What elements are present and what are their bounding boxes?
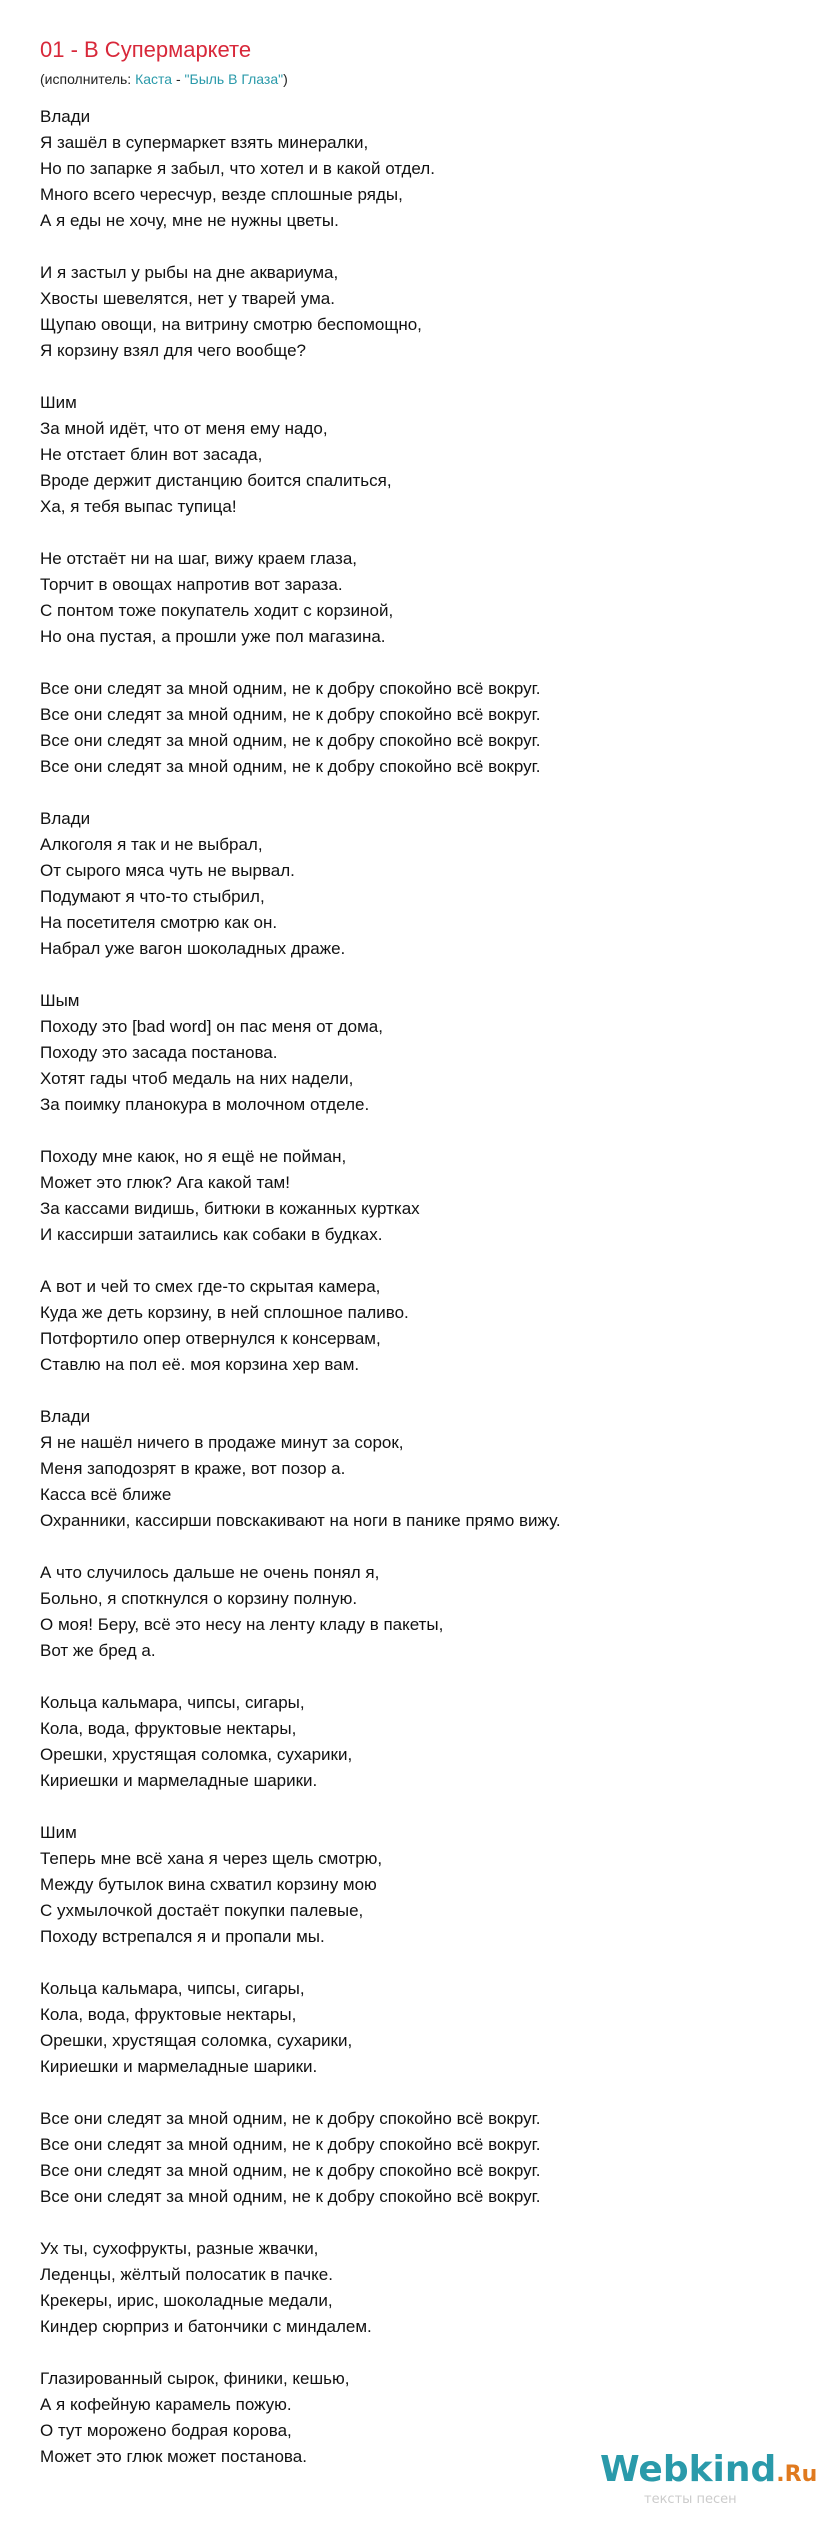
performer-suffix: ) bbox=[283, 71, 288, 87]
lyrics-text: Влади Я зашёл в супермаркет взять минералки, Но по запарке я забыл, что хотел и в какой отдел. Много всего чересчур, везде сплошные ряды, А я еды не хочу, мне не нужны цветы. И я застыл у рыбы на дне аквариума, Хвосты шевелятся, нет у тварей ума. Щупаю овощи, на витрину смотрю беспомощно, Я корзину взял для чего вообще? Шим За мной идёт, что от меня ему надо, Не отстает блин вот засада, Вроде держит дистанцию боится спалиться, Ха, я тебя выпас тупица! Не отстаёт ни на шаг, вижу краем глаза, Торчит в овощах напротив вот зараза. С понтом тоже покупатель ходит с корзиной, Но она пустая, а прошли уже пол магазина. Все они следят за мной одним, не к добру спокойно всё вокруг. Все они следят за мной одним, не к добру спокойно всё вокруг. Все они следят за мной одним, не к добру спокойно всё вокруг. Все они следят за мной одним, не к добру спокойно всё вокруг. Влади Алкоголя я так и не выбрал, От сырого мяса чуть не вырвал. Подумают я что-то стыбрил, На посетителя смотрю как он. Набрал уже вагон шоколадных драже. Шым Походу это [bad word] он пас меня от дома, Походу это засада постанова. Хотят гады чтоб медаль на них надели, За поимку планокура в молочном отделе. Походу мне каюк, но я ещё не пойман, Может это глюк? Ага какой там! За кассами видишь, битюки в кожанных куртках И кассирши затаились как собаки в будках. А вот и чей то смех где-то скрытая камера, Куда же деть корзину, в ней сплошное паливо. Потфортило опер отвернулся к консервам, Ставлю на пол её. моя корзина хер вам. Влади Я не нашёл ничего в продаже минут за сорок, Меня заподозрят в краже, вот позор а. Касса всё ближе Охранники, кассирши повскакивают на ноги в панике прямо вижу. А что случилось дальше не очень понял я, Больно, я споткнулся о корзину полную. О моя! Беру, всё это несу на ленту кладу в пакеты, Вот же бред а. Кольца кальмара, чипсы, сигары, Кола, вода, фруктовые нектары, Орешки, хрустящая соломка, сухарики, Кириешки и мармеладные шарики. Шим Теперь мне всё хана я через щель смотрю, Между бутылок вина схватил корзину мою С ухмылочкой достаёт покупки палевые, Походу встрепался я и пропали мы. Кольца кальмара, чипсы, сигары, Кола, вода, фруктовые нектары, Орешки, хрустящая соломка, сухарики, Кириешки и мармеладные шарики. Все они следят за мной одним, не к добру спокойно всё вокруг. Все они следят за мной одним, не к добру спокойно всё вокруг. Все они следят за мной одним, не к добру спокойно всё вокруг. Все они следят за мной одним, не к добру спокойно всё вокруг. Ух ты, сухофрукты, разные жвачки, Леденцы, жёлтый полосатик в пачке. Крекеры, ирис, шоколадные медали, Киндер сюрприз и батончики с миндалем. Глазированный сырок, финики, кешью, А я кофейную карамель пожую. О тут морожено бодрая корова, Может это глюк может постанова. bbox=[40, 107, 561, 2466]
site-logo-text bbox=[600, 2448, 817, 2497]
site-logo-domain: .Ru bbox=[776, 2462, 817, 2487]
performer-line bbox=[40, 70, 288, 88]
performer-prefix: (исполнитель: bbox=[40, 71, 136, 87]
artist-link[interactable]: Каста bbox=[135, 71, 173, 87]
album-link[interactable]: "Быль В Глаза" bbox=[184, 71, 284, 87]
site-logo-name: Webkind bbox=[600, 2449, 777, 2490]
song-title: 01 - В Супермаркете bbox=[40, 37, 252, 62]
site-logo-tagline: тексты песен bbox=[644, 2492, 737, 2507]
site-logo[interactable] bbox=[600, 2448, 817, 2522]
artist-album-separator: - bbox=[172, 71, 185, 87]
